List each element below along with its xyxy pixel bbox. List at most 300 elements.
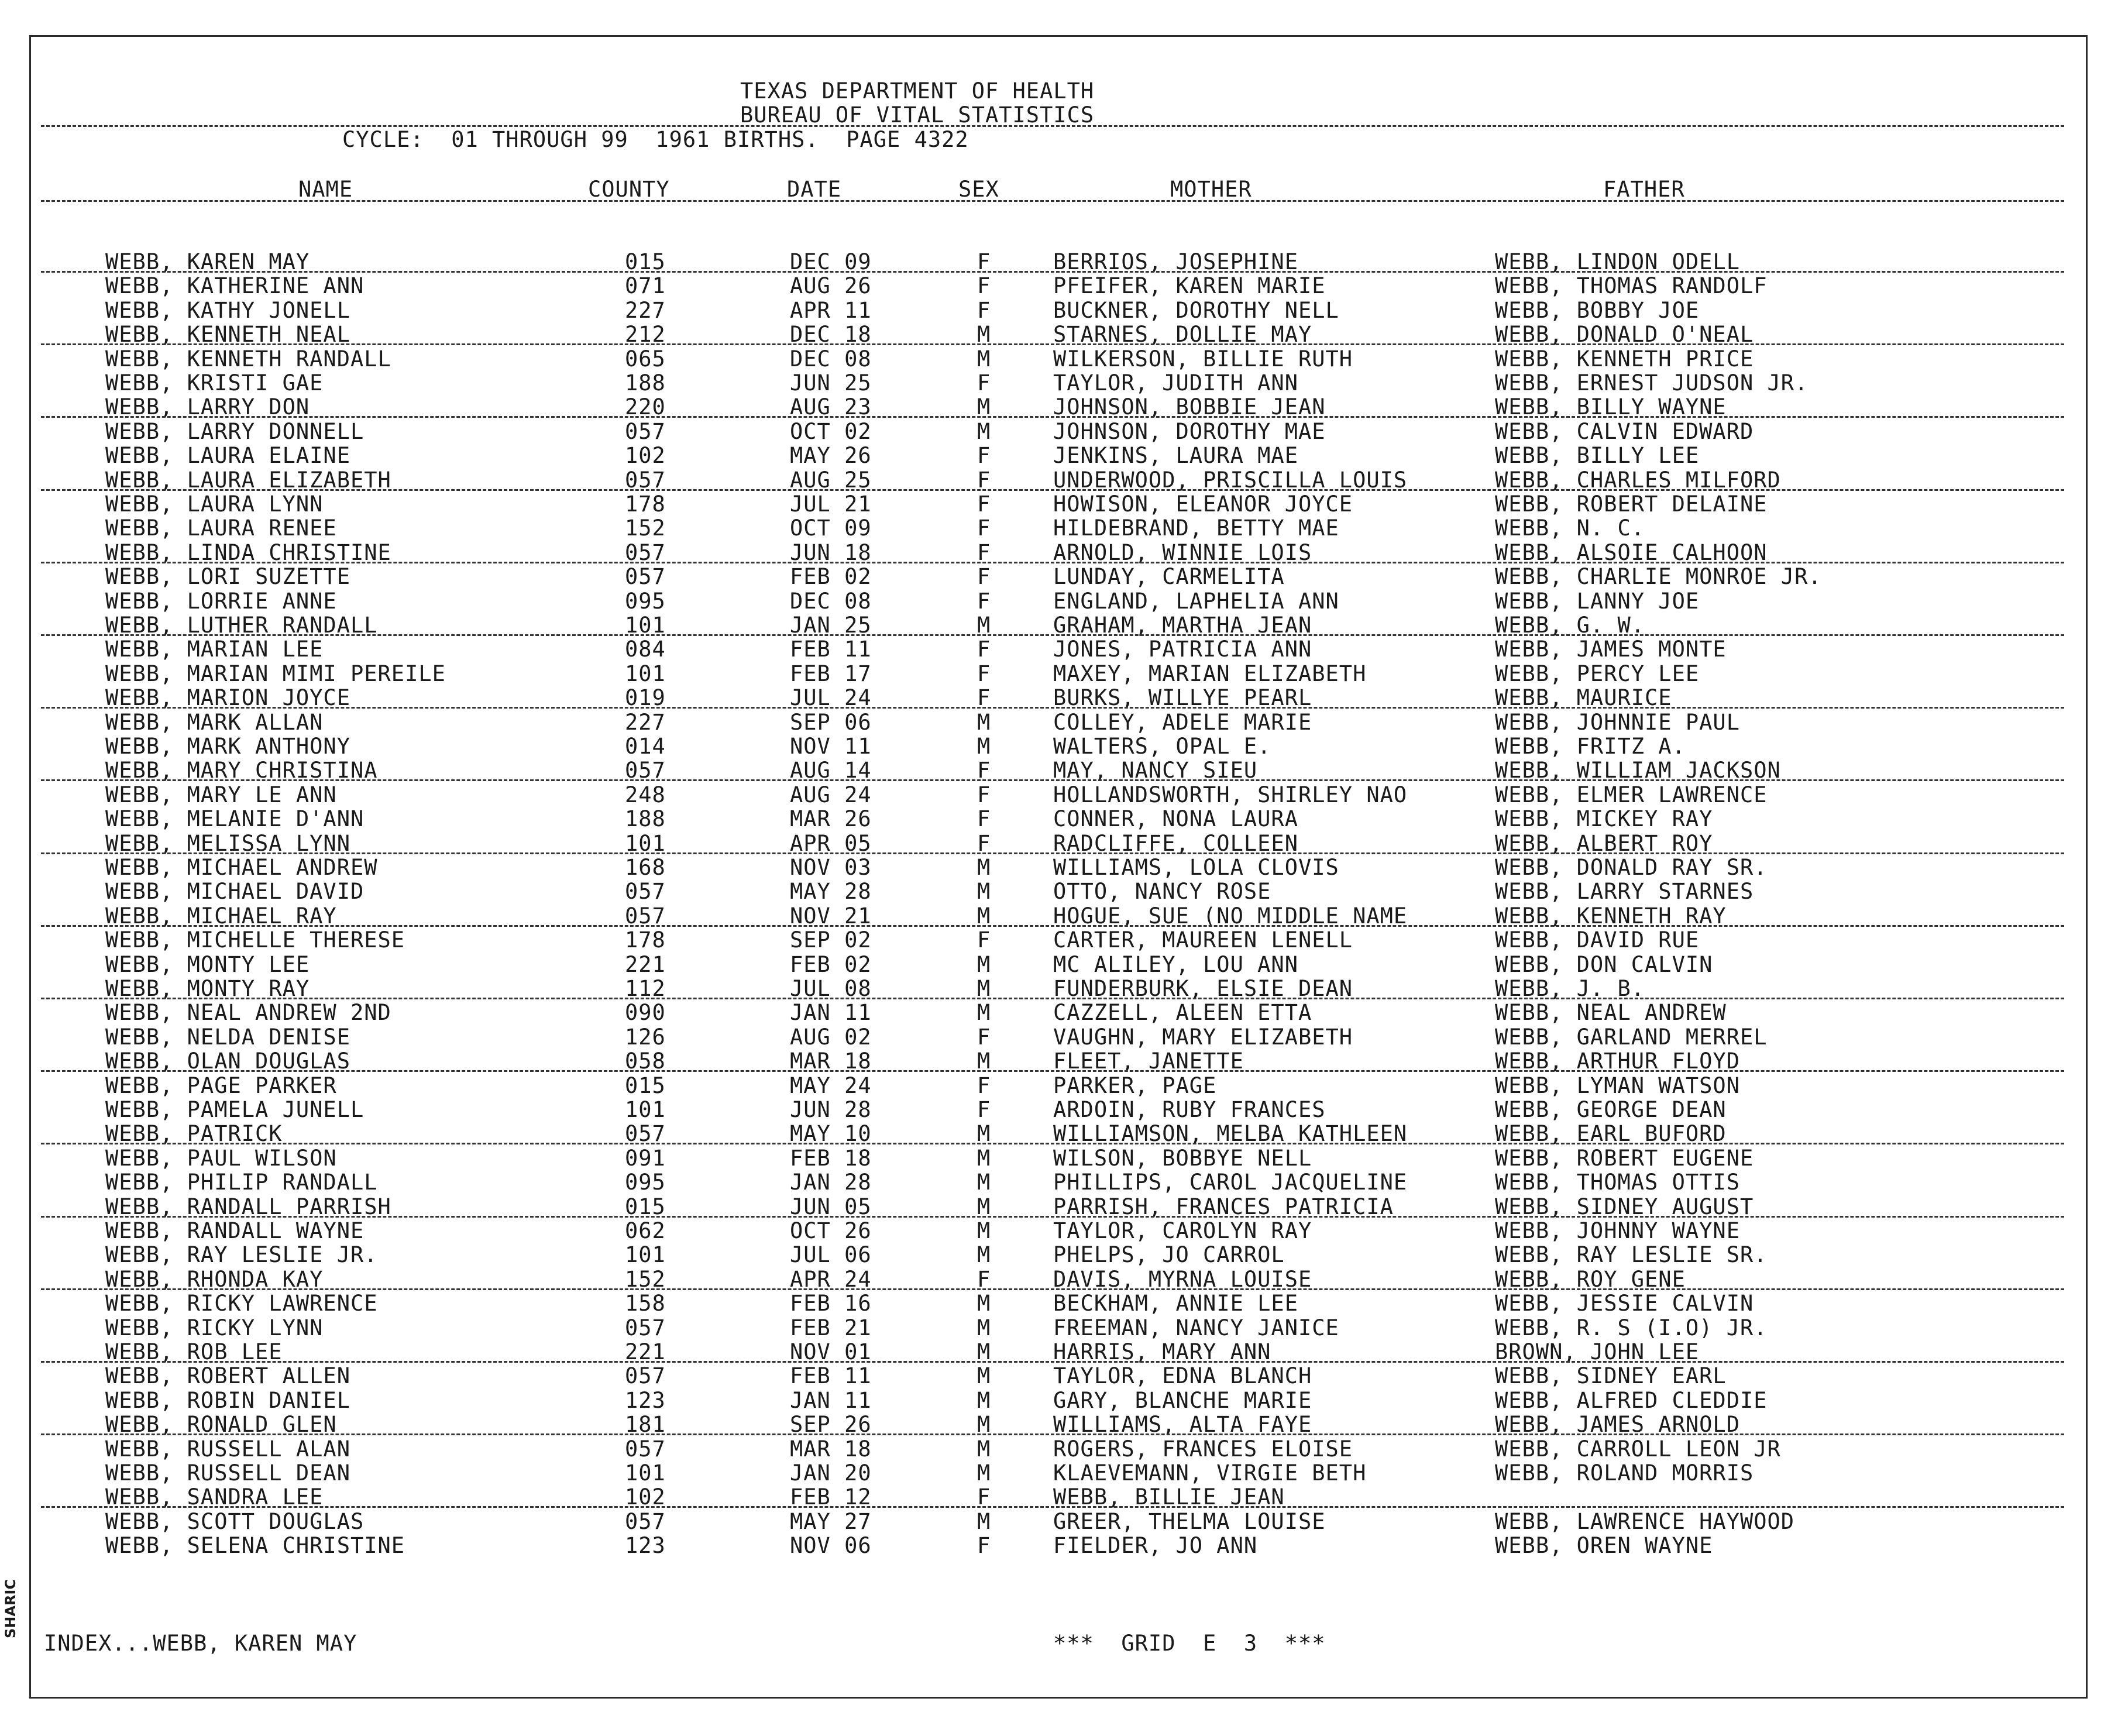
cell-father: WEBB, LINDON ODELL (1495, 249, 1740, 274)
cell-name: WEBB, MARK ANTHONY (105, 734, 350, 759)
cell-name: WEBB, LARRY DON (105, 394, 310, 420)
cell-sex: F (977, 637, 991, 662)
cell-father: WEBB, GEORGE DEAN (1495, 1097, 1727, 1122)
cell-county: 015 (625, 1073, 666, 1098)
cell-name: WEBB, MONTY LEE (105, 952, 310, 977)
cell-name: WEBB, MARIAN LEE (105, 637, 324, 662)
row-group-rule (41, 779, 2064, 781)
cell-sex: M (977, 419, 991, 444)
cell-date: AUG 26 (790, 273, 872, 298)
cell-sex: F (977, 491, 991, 517)
cell-sex: M (977, 1170, 991, 1195)
cell-father: WEBB, KENNETH RAY (1495, 903, 1727, 929)
table-row (0, 1122, 2111, 1146)
cell-date: JUN 25 (790, 370, 872, 396)
cell-mother: WILLIAMS, LOLA CLOVIS (1053, 855, 1339, 880)
cell-county: 158 (625, 1291, 666, 1316)
cell-sex: M (977, 1339, 991, 1364)
table-row (0, 904, 2111, 928)
cell-county: 181 (625, 1412, 666, 1437)
cell-sex: M (977, 1121, 991, 1146)
cell-sex: F (977, 298, 991, 323)
cell-name: WEBB, SELENA CHRISTINE (105, 1533, 405, 1558)
table-row (0, 1074, 2111, 1098)
cell-date: AUG 23 (790, 394, 872, 420)
row-group-rule (41, 852, 2064, 854)
cell-name: WEBB, RHONDA KAY (105, 1267, 324, 1292)
cell-county: 101 (625, 1242, 666, 1267)
cell-county: 057 (625, 903, 666, 929)
cell-county: 091 (625, 1146, 666, 1171)
cell-sex: F (977, 1073, 991, 1098)
cell-father: WEBB, MAURICE (1495, 685, 1672, 710)
cell-date: JUN 28 (790, 1097, 872, 1122)
cell-name: WEBB, PAUL WILSON (105, 1146, 337, 1171)
cell-date: FEB 02 (790, 952, 872, 977)
row-group-rule (41, 416, 2064, 418)
cell-date: OCT 09 (790, 515, 872, 541)
table-row (0, 1195, 2111, 1219)
cell-name: WEBB, NEAL ANDREW 2ND (105, 1000, 391, 1025)
table-row (0, 541, 2111, 565)
cell-name: WEBB, RICKY LYNN (105, 1315, 324, 1340)
cell-mother: TAYLOR, JUDITH ANN (1053, 370, 1298, 396)
table-row (0, 1098, 2111, 1122)
table-row (0, 1510, 2111, 1534)
cell-date: APR 05 (790, 831, 872, 856)
cell-county: 188 (625, 806, 666, 831)
cell-name: WEBB, MARIAN MIMI PEREILE (105, 661, 446, 686)
cell-name: WEBB, ROBERT ALLEN (105, 1363, 350, 1388)
cell-father: WEBB, SIDNEY EARL (1495, 1363, 1727, 1388)
row-group-rule (41, 925, 2064, 927)
cell-county: 058 (625, 1049, 666, 1074)
cell-father: WEBB, ROBERT EUGENE (1495, 1146, 1754, 1171)
cell-father: WEBB, DON CALVIN (1495, 952, 1713, 977)
cell-county: 057 (625, 1121, 666, 1146)
cell-name: WEBB, MICHAEL DAVID (105, 879, 365, 904)
cell-name: WEBB, RUSSELL DEAN (105, 1460, 350, 1486)
cell-mother: VAUGHN, MARY ELIZABETH (1053, 1025, 1353, 1050)
cell-date: MAY 26 (790, 443, 872, 468)
side-mark: SHARIC (2, 1579, 19, 1638)
cell-county: 015 (625, 1194, 666, 1219)
cell-county: 227 (625, 710, 666, 735)
cell-name: WEBB, MARK ALLAN (105, 710, 324, 735)
cell-county: 227 (625, 298, 666, 323)
cell-name: WEBB, RONALD GLEN (105, 1412, 337, 1437)
cell-county: 126 (625, 1025, 666, 1050)
cell-sex: M (977, 1049, 991, 1074)
table-row (0, 710, 2111, 734)
cell-date: NOV 11 (790, 734, 872, 759)
cell-name: WEBB, PHILIP RANDALL (105, 1170, 378, 1195)
row-group-rule (41, 1506, 2064, 1508)
cell-sex: M (977, 1315, 991, 1340)
table-row (0, 298, 2111, 322)
cell-county: 123 (625, 1388, 666, 1413)
department-title: TEXAS DEPARTMENT OF HEALTH (740, 78, 1095, 104)
cell-date: FEB 18 (790, 1146, 872, 1171)
row-group-rule (41, 271, 2064, 273)
cycle-line: CYCLE: 01 THROUGH 99 1961 BIRTHS. PAGE 4322 (342, 127, 969, 152)
cell-sex: F (977, 249, 991, 274)
cell-name: WEBB, MICHELLE THERESE (105, 927, 405, 953)
table-row (0, 662, 2111, 686)
cell-county: 057 (625, 879, 666, 904)
cell-father: WEBB, SIDNEY AUGUST (1495, 1194, 1754, 1219)
table-row (0, 613, 2111, 637)
cell-county: 015 (625, 249, 666, 274)
cell-sex: M (977, 976, 991, 1001)
cell-mother: FLEET, JANETTE (1053, 1049, 1244, 1074)
cell-name: WEBB, KRISTI GAE (105, 370, 324, 396)
table-row (0, 831, 2111, 855)
cell-sex: F (977, 540, 991, 565)
cell-name: WEBB, MICHAEL ANDREW (105, 855, 378, 880)
cell-sex: M (977, 952, 991, 977)
cell-mother: UNDERWOOD, PRISCILLA LOUIS (1053, 467, 1408, 493)
table-row (0, 1146, 2111, 1170)
cell-name: WEBB, LORI SUZETTE (105, 564, 350, 589)
column-header-date: DATE (787, 177, 842, 202)
table-row (0, 686, 2111, 710)
cell-father: WEBB, CHARLIE MONROE JR. (1495, 564, 1822, 589)
table-row (0, 1219, 2111, 1243)
table-row (0, 1267, 2111, 1291)
table-row (0, 1461, 2111, 1485)
cell-county: 090 (625, 1000, 666, 1025)
cell-father: WEBB, CALVIN EDWARD (1495, 419, 1754, 444)
cell-county: 102 (625, 1484, 666, 1510)
cell-name: WEBB, KAREN MAY (105, 249, 310, 274)
cell-name: WEBB, LORRIE ANNE (105, 589, 337, 614)
cell-sex: F (977, 443, 991, 468)
cell-county: 221 (625, 952, 666, 977)
bureau-title: BUREAU OF VITAL STATISTICS (740, 102, 1095, 128)
cell-mother: JONES, PATRICIA ANN (1053, 637, 1312, 662)
cell-mother: HOGUE, SUE (NO MIDDLE NAME (1053, 903, 1408, 929)
cell-father: WEBB, ROBERT DELAINE (1495, 491, 1768, 517)
table-row (0, 516, 2111, 540)
cell-mother: WEBB, BILLIE JEAN (1053, 1484, 1285, 1510)
table-row (0, 879, 2111, 903)
cell-county: 095 (625, 589, 666, 614)
cell-county: 188 (625, 370, 666, 396)
cell-date: OCT 02 (790, 419, 872, 444)
cell-sex: M (977, 1436, 991, 1462)
cell-father: WEBB, G. W. (1495, 613, 1645, 638)
cell-county: 101 (625, 1097, 666, 1122)
cell-father: WEBB, ALBERT ROY (1495, 831, 1713, 856)
cell-name: WEBB, OLAN DOUGLAS (105, 1049, 350, 1074)
table-row (0, 1364, 2111, 1388)
table-row (0, 565, 2111, 589)
cell-date: DEC 09 (790, 249, 872, 274)
cell-father: WEBB, BILLY WAYNE (1495, 394, 1727, 420)
cell-sex: F (977, 564, 991, 589)
cell-mother: PARRISH, FRANCES PATRICIA (1053, 1194, 1394, 1219)
table-row (0, 347, 2111, 371)
cell-mother: MAXEY, MARIAN ELIZABETH (1053, 661, 1367, 686)
table-row (0, 1170, 2111, 1194)
column-header-name: NAME (298, 177, 353, 202)
cell-date: FEB 11 (790, 637, 872, 662)
cell-father: WEBB, THOMAS RANDOLF (1495, 273, 1768, 298)
cell-date: JAN 11 (790, 1000, 872, 1025)
table-row (0, 420, 2111, 444)
cell-mother: TAYLOR, EDNA BLANCH (1053, 1363, 1312, 1388)
row-group-rule (41, 1361, 2064, 1363)
cell-date: FEB 02 (790, 564, 872, 589)
cell-mother: WILLIAMS, ALTA FAYE (1053, 1412, 1312, 1437)
cell-sex: F (977, 758, 991, 783)
cell-date: MAY 28 (790, 879, 872, 904)
cell-father: WEBB, PERCY LEE (1495, 661, 1700, 686)
cell-county: 221 (625, 1339, 666, 1364)
table-row (0, 589, 2111, 613)
row-group-rule (41, 1070, 2064, 1072)
cell-name: WEBB, ROB LEE (105, 1339, 283, 1364)
cell-mother: STARNES, DOLLIE MAY (1053, 322, 1312, 347)
cell-county: 220 (625, 394, 666, 420)
cell-father: WEBB, N. C. (1495, 515, 1645, 541)
cell-date: JAN 20 (790, 1460, 872, 1486)
cell-date: AUG 02 (790, 1025, 872, 1050)
cell-mother: TAYLOR, CAROLYN RAY (1053, 1218, 1312, 1243)
grid-line: *** GRID E 3 *** (1053, 1631, 1326, 1656)
cell-father: WEBB, BILLY LEE (1495, 443, 1700, 468)
cell-mother: GREER, THELMA LOUISE (1053, 1509, 1326, 1534)
cell-mother: COLLEY, ADELE MARIE (1053, 710, 1312, 735)
cell-name: WEBB, RAY LESLIE JR. (105, 1242, 378, 1267)
cell-sex: M (977, 1000, 991, 1025)
cell-sex: M (977, 1194, 991, 1219)
cell-sex: M (977, 710, 991, 735)
cell-county: 212 (625, 322, 666, 347)
cell-mother: HILDEBRAND, BETTY MAE (1053, 515, 1339, 541)
cell-date: FEB 17 (790, 661, 872, 686)
cell-mother: BURKS, WILLYE PEARL (1053, 685, 1312, 710)
column-header-rule (41, 200, 2064, 202)
table-row (0, 953, 2111, 977)
cell-date: FEB 12 (790, 1484, 872, 1510)
cell-name: WEBB, MARY LE ANN (105, 782, 337, 807)
cell-father: WEBB, ROLAND MORRIS (1495, 1460, 1754, 1486)
column-header-mother: MOTHER (1170, 177, 1252, 202)
cell-sex: M (977, 855, 991, 880)
cell-father: WEBB, GARLAND MERREL (1495, 1025, 1768, 1050)
cell-father: WEBB, LANNY JOE (1495, 589, 1700, 614)
cell-date: SEP 26 (790, 1412, 872, 1437)
cell-county: 178 (625, 491, 666, 517)
cell-county: 065 (625, 346, 666, 372)
cell-date: AUG 25 (790, 467, 872, 493)
row-group-rule (41, 998, 2064, 999)
cell-father: WEBB, FRITZ A. (1495, 734, 1686, 759)
table-row (0, 637, 2111, 661)
column-header-sex: SEX (958, 177, 999, 202)
cell-date: FEB 16 (790, 1291, 872, 1316)
cell-sex: F (977, 1097, 991, 1122)
cell-father: WEBB, ALFRED CLEDDIE (1495, 1388, 1768, 1413)
cell-date: DEC 18 (790, 322, 872, 347)
table-row (0, 1437, 2111, 1461)
cell-sex: M (977, 346, 991, 372)
cell-date: FEB 21 (790, 1315, 872, 1340)
cell-name: WEBB, PAGE PARKER (105, 1073, 337, 1098)
table-row (0, 468, 2111, 492)
cell-name: WEBB, SCOTT DOUGLAS (105, 1509, 365, 1534)
cell-sex: M (977, 1388, 991, 1413)
table-row (0, 444, 2111, 467)
cell-sex: F (977, 806, 991, 831)
cell-father: WEBB, RAY LESLIE SR. (1495, 1242, 1768, 1267)
cell-sex: F (977, 782, 991, 807)
table-row (0, 1412, 2111, 1436)
row-group-rule (41, 343, 2064, 345)
cell-date: DEC 08 (790, 346, 872, 372)
cell-mother: HOLLANDSWORTH, SHIRLEY NAO (1053, 782, 1408, 807)
cell-father: WEBB, JOHNNY WAYNE (1495, 1218, 1740, 1243)
cell-date: NOV 03 (790, 855, 872, 880)
cell-father: WEBB, ROY GENE (1495, 1267, 1686, 1292)
cell-sex: F (977, 1267, 991, 1292)
cell-sex: F (977, 1025, 991, 1050)
cell-county: 101 (625, 613, 666, 638)
cell-name: WEBB, MICHAEL RAY (105, 903, 337, 929)
cell-date: JUL 06 (790, 1242, 872, 1267)
cell-sex: M (977, 1509, 991, 1534)
cell-father: WEBB, ERNEST JUDSON JR. (1495, 370, 1809, 396)
cell-county: 123 (625, 1533, 666, 1558)
cell-name: WEBB, SANDRA LEE (105, 1484, 324, 1510)
cell-father: WEBB, JAMES ARNOLD (1495, 1412, 1740, 1437)
cell-county: 178 (625, 927, 666, 953)
cell-county: 057 (625, 758, 666, 783)
cell-father: WEBB, WILLIAM JACKSON (1495, 758, 1781, 783)
cell-county: 101 (625, 831, 666, 856)
cell-mother: ROGERS, FRANCES ELOISE (1053, 1436, 1353, 1462)
cell-mother: BERRIOS, JOSEPHINE (1053, 249, 1298, 274)
cell-name: WEBB, MELISSA LYNN (105, 831, 350, 856)
column-header-county: COUNTY (588, 177, 670, 202)
cell-date: JUL 08 (790, 976, 872, 1001)
cell-name: WEBB, KATHERINE ANN (105, 273, 365, 298)
cell-mother: JOHNSON, BOBBIE JEAN (1053, 394, 1326, 420)
row-group-rule (41, 1434, 2064, 1435)
cell-date: JUL 21 (790, 491, 872, 517)
cell-mother: LUNDAY, CARMELITA (1053, 564, 1285, 589)
cell-father: WEBB, OREN WAYNE (1495, 1533, 1713, 1558)
cell-mother: GARY, BLANCHE MARIE (1053, 1388, 1312, 1413)
cell-father: WEBB, JESSIE CALVIN (1495, 1291, 1754, 1316)
cell-mother: ENGLAND, LAPHELIA ANN (1053, 589, 1339, 614)
cell-date: JAN 11 (790, 1388, 872, 1413)
table-row (0, 928, 2111, 952)
cell-sex: M (977, 1146, 991, 1171)
cell-mother: FUNDERBURK, ELSIE DEAN (1053, 976, 1353, 1001)
cell-mother: CONNER, NONA LAURA (1053, 806, 1298, 831)
cell-name: WEBB, LINDA CHRISTINE (105, 540, 391, 565)
cell-father: WEBB, DONALD O'NEAL (1495, 322, 1754, 347)
cell-sex: M (977, 903, 991, 929)
table-row (0, 1388, 2111, 1412)
cell-name: WEBB, RUSSELL ALAN (105, 1436, 350, 1462)
cell-father: WEBB, KENNETH PRICE (1495, 346, 1754, 372)
cell-father: WEBB, DAVID RUE (1495, 927, 1700, 953)
cell-name: WEBB, LUTHER RANDALL (105, 613, 378, 638)
column-header-father: FATHER (1603, 177, 1685, 202)
table-row (0, 1001, 2111, 1025)
cell-date: MAR 18 (790, 1436, 872, 1462)
row-group-rule (41, 1143, 2064, 1144)
table-row (0, 274, 2111, 298)
cell-county: 071 (625, 273, 666, 298)
table-row (0, 1049, 2111, 1073)
cell-father: WEBB, MICKEY RAY (1495, 806, 1713, 831)
cell-county: 057 (625, 1315, 666, 1340)
row-group-rule (41, 634, 2064, 636)
cell-mother: PHELPS, JO CARROL (1053, 1242, 1285, 1267)
cell-father: WEBB, JOHNNIE PAUL (1495, 710, 1740, 735)
table-row (0, 1243, 2111, 1267)
cell-mother: BECKHAM, ANNIE LEE (1053, 1291, 1298, 1316)
cell-county: 101 (625, 661, 666, 686)
index-line: INDEX...WEBB, KAREN MAY (44, 1631, 357, 1656)
cell-name: WEBB, ROBIN DANIEL (105, 1388, 350, 1413)
cell-county: 168 (625, 855, 666, 880)
cell-county: 057 (625, 540, 666, 565)
cell-county: 057 (625, 467, 666, 493)
cell-county: 057 (625, 1509, 666, 1534)
cell-date: JUL 24 (790, 685, 872, 710)
cell-mother: RADCLIFFE, COLLEEN (1053, 831, 1298, 856)
cell-mother: DAVIS, MYRNA LOUISE (1053, 1267, 1312, 1292)
cell-mother: WALTERS, OPAL E. (1053, 734, 1271, 759)
cell-county: 102 (625, 443, 666, 468)
cell-name: WEBB, MARION JOYCE (105, 685, 350, 710)
cell-sex: F (977, 515, 991, 541)
cell-name: WEBB, MONTY RAY (105, 976, 310, 1001)
cell-father: WEBB, J. B. (1495, 976, 1645, 1001)
cell-date: AUG 14 (790, 758, 872, 783)
cell-date: FEB 11 (790, 1363, 872, 1388)
cell-sex: F (977, 685, 991, 710)
cell-mother: FREEMAN, NANCY JANICE (1053, 1315, 1339, 1340)
cell-county: 112 (625, 976, 666, 1001)
cell-date: SEP 06 (790, 710, 872, 735)
cell-date: NOV 06 (790, 1533, 872, 1558)
table-row (0, 1316, 2111, 1340)
cell-date: DEC 08 (790, 589, 872, 614)
cell-date: MAY 10 (790, 1121, 872, 1146)
cell-name: WEBB, MELANIE D'ANN (105, 806, 365, 831)
cell-father: WEBB, LYMAN WATSON (1495, 1073, 1740, 1098)
cell-county: 062 (625, 1218, 666, 1243)
cell-sex: M (977, 1291, 991, 1316)
table-row (0, 371, 2111, 395)
row-group-rule (41, 562, 2064, 563)
cell-county: 019 (625, 685, 666, 710)
cell-county: 095 (625, 1170, 666, 1195)
cell-date: SEP 02 (790, 927, 872, 953)
cell-sex: F (977, 927, 991, 953)
cell-name: WEBB, RICKY LAWRENCE (105, 1291, 378, 1316)
row-group-rule (41, 1216, 2064, 1218)
cell-date: JAN 25 (790, 613, 872, 638)
row-group-rule (41, 1288, 2064, 1290)
